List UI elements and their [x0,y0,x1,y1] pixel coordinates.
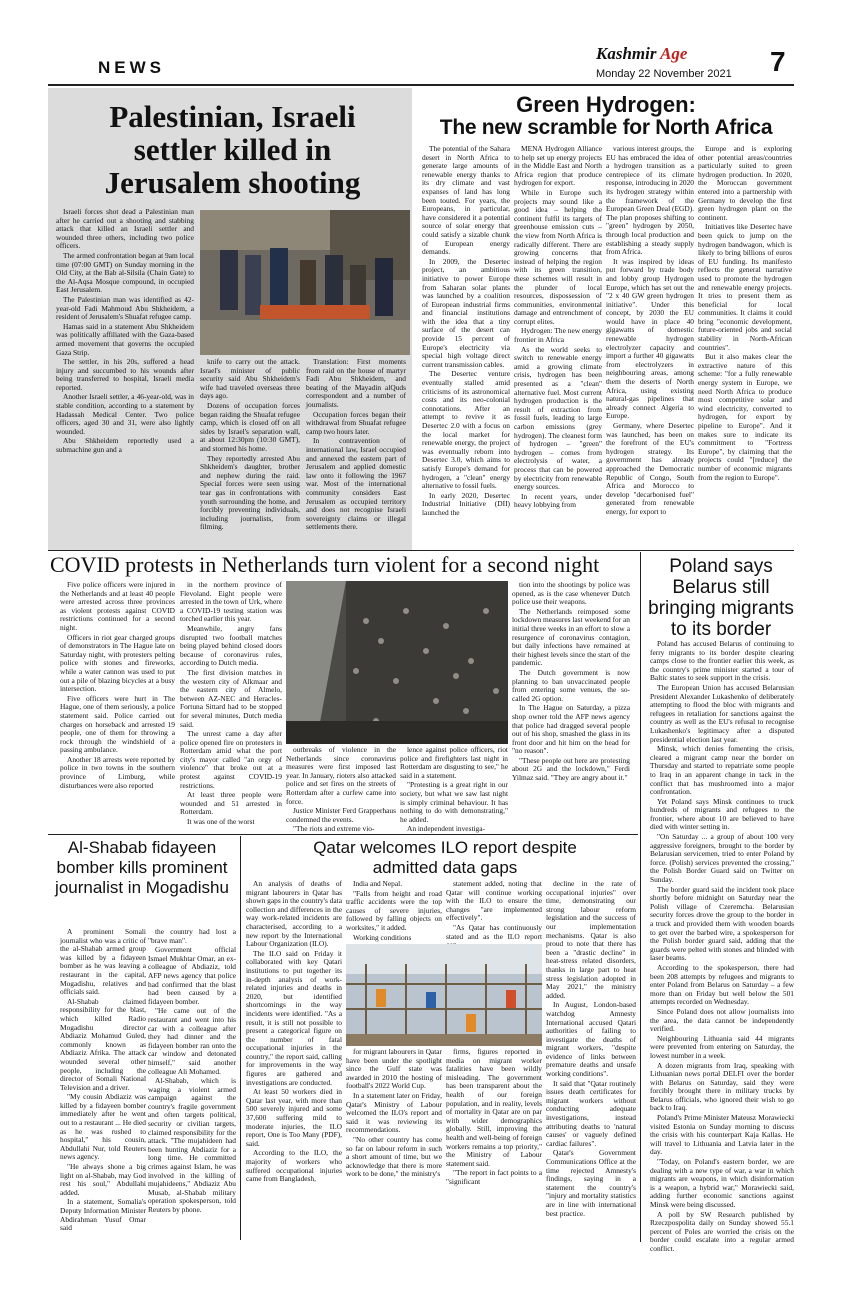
story-palestinian-headline: Palestinian, Israeli settler killed in Jerusalem shooting [104,99,361,200]
paragraph: In 2009, the Desertec project, an ambitious initiative to power Europe from Saharan solar plants was launched by a coalition of European industrial firms and financial institutions with the idea that a tiny surface of the desert can provide 15 percent of Europe's electricity via special high voltage direct current transmission cables. [422,256,510,369]
paragraph: It was inspired by ideas put forward by trade body and lobby group Hydrogen Europe, which has set out the "2 x 40 GW green hydrogen initiative". Under this concept, by 2030 the EU would have in place 40 gigawatts of domestic renewable hydrogen electrolyzer capacity and import a further 40 gigawatts from electrolyzers in neighbouring areas, among them the deserts of North Africa, using existing natural-gas pipelines that already connect Algeria to Europe. [606,256,694,421]
paragraph: MENA Hydrogen Alliance to help set up energy projects in the Middle East and North Africa region that produce hydrogen for export. [514,144,602,188]
paragraph: Officers in riot gear charged groups of demonstrators in The Hague late on Saturday night, with protesters pelting police with stones and fireworks, while a water cannon was used to put out a pile of blazing bicycles at a busy intersection. [60,632,175,694]
section-label: NEWS [98,58,165,77]
paragraph: "Protesting is a great right in our society, but what we saw last night is simply criminal behaviour. It has nothing to do with demonstrating," he added. [400,780,508,824]
paragraph: The armed confrontation began at 9am local time (07:00 GMT) on Sunday morning in the Old City, at the Bab al-Silsila (Chain Gate) to the Al-Aqsa Mosque compound, in occupied East Jerusalem. [56,250,194,295]
photo-netherlands-protest [286,581,508,744]
paragraph: A poll by SW Research published by Rzeczpospolita daily on Sunday showed 55.1 percent of Poles are worried the crisis on the border could escalate into a regular armed conflict. [650,1209,794,1253]
story-qatar-col4 [546,880,636,1240]
paragraph: Another Israeli settler, a 46-year-old, was in stable condition, according to a statement by Hadassah Medical Center. Two police officers, aged 30 and 31, were also lightly wounded. [56,392,194,436]
paragraph: In a statement, Somalia's Deputy Information Minister Abdirahman Yusuf Omar said [60,1197,146,1233]
paragraph: "On Saturday ... a group of about 100 very aggressive foreigners, brought to the border by Belarusian servicemen, tried to enter Poland by force. (Polish) services prevented the crossing," the Polish Border Guard said on Twitter on Sunday. [650,832,794,885]
paragraph: The settler, in his 20s, suffered a head injury and succumbed to his wounds after being transferred to hospital, Israeli media reported. [56,357,194,392]
paragraph: "The report in fact points to a "significant [446,1168,542,1186]
paragraph: Initiatives like Desertec have been quick to jump on the hydrogen bandwagon, which is likely to bring billions of euros of EU funding. Its manifesto reflects the general narrative used to promote the hydrogen and renewable energy projects. It tries to present them as beneficial for local communities. It claims it could bring "economic development, future-oriented jobs and social stability in North-African countries". [698,222,792,352]
paragraph: In recent years, under heavy lobbying from [514,491,602,510]
paragraph: According to the ILO, the majority of workers who suffered occupational injuries came from Bangladesh, [246,1148,342,1184]
photo-qatar-workers [346,944,542,1046]
paragraph: "Falls from height and road traffic accidents were the top causes of severe injuries, followed by falling objects on worksites," it added. [346,888,442,932]
paragraph: Since Poland does not allow journalists into the area, the data cannot be independently verified. [650,1006,794,1034]
paragraph: A prominent Somali journalist who was a critic of the al-Shabab armed group was killed by a fidayeen bomber as he was leaving a restaurant in the capital, Mogadishu, relatives and officials said. [60,927,146,997]
paragraph: The unrest came a day after police opened fire on protesters in Rotterdam amid what the port city's mayor called "an orgy of violence" that broke out at a protest against COVID-19 restrictions. [180,729,282,790]
paragraph: At least 50 workers died in Qatar last year, with more than 500 severely injured and some 37,600 suffering mild to moderate injuries, the ILO report, One is Too Many (PDF), said. [246,1087,342,1148]
paragraph: "The riots and extreme vio- [293,824,375,834]
paragraph: in the northern province of Flevoland. Eight people were arrested in the town of Urk, where a COVID-19 testing station was torched earlier this year. [180,580,282,624]
paragraph: The European Union has accused Belarusian President Alexander Lukashenko of deliberately attempting to flood the bloc with migrants and refugees in retaliation for sanctions against the country as well as the EU's refusal to recognise Lukashenko's legitimacy after a disputed presidential election last year. [650,682,794,744]
paragraph: Israeli forces shot dead a Palestinian man after he carried out a shooting and stabbing attack that killed an Israeli settler and wounded three others, including two police officers. [56,207,194,251]
column-divider [240,836,241,1240]
paragraph: It said that "Qatar routinely issues death certificates for migrant workers without conducting adequate investigations, instead attributing deaths to 'natural causes' or vaguely defined cardiac failures". [546,1078,636,1148]
story-shabab-headline: Al-Shabab fidayeen bomber kills prominent journalist in Mogadishu [55,838,229,897]
paragraph: "He always shone a big light on al-Shabab, may God rest his soul," Abdullahi added. [60,1162,146,1197]
paragraph: "No other country has come so far on labour reform in such a short amount of time, but we acknowledge that there is more work to be done," the ministry's [346,1134,442,1179]
story-hydrogen-col2 [514,145,602,548]
paragraph: knife to carry out the attack. Israel's minister of public security said Abu Shkheidem's wife had traveled overseas three days ago. [200,357,300,401]
story-hydrogen-headline-line2: The new scramble for North Africa [439,116,773,139]
paragraph: In a statement later on Friday, Qatar's Ministry of Labour welcomed the ILO's report and said it was reviewing its recommendations. [346,1090,442,1135]
section-divider [48,550,794,551]
paragraph: India and Nepal. [353,879,403,888]
paragraph: The first division matches in the western city of Alkmaar and the eastern city of Almelo, between AZ-NEC and Heracles-Fortuna Sittard had to be stopped for several minutes, Dutch media said. [180,667,282,729]
paragraph: "Today, on Poland's eastern border, we are dealing with a new type of war, a war in which migrants are weapons, in which disinformation is a weapon, a hybrid war," Morawiecki said, adding further economic sanctions against Minsk were being discussed. [650,1157,794,1209]
section-divider [48,834,638,835]
story-covid-col4 [400,745,508,834]
paragraph: tion into the shootings by police was opened, as is the case whenever Dutch police use their weapons. [512,580,630,607]
story-shabab-col2 [148,928,236,1240]
paper-logo-age: Age [660,44,688,63]
paragraph: Dozens of occupation forces began raiding the Shuafat refugee camp, which is closed off on all sides by Israel's separation wall, at about 12:30pm (10:30 GMT), and stormed his home. [200,400,300,453]
story-covid-col3 [286,745,396,834]
paragraph: Working conditions [353,932,412,942]
paragraph: Germany, where Desertec was launched, has been on the forefront of the EU's hydrogen strategy. Its government has already approached the Democratic Republic of Congo, South Africa and Morocco to develop "decarbonised fuel" generated from renewable energy, for export to [606,421,694,516]
story-hydrogen-headline-line1: Green Hydrogen: [516,92,696,117]
paragraph: The border guard said the incident took place shortly before midnight on Saturday near the Polish village of Czeremcha. Belarusian security forces drove the group to the border in a truck and provided them with wooden boards to get over the barbed wire, a spokesperson for the Polish border guard said, adding that the guards were pelted with stones and blinded with laser beams. [650,884,794,963]
paragraph: They reportedly arrested Abu Shkheidem's daughter, brother and nephew during the raid. Special forces were seen using tear gas in confrontations with youth surrounding the home, and forcibly preventing individuals, including journalists, from filming. [200,453,300,532]
paragraph: lence against police officers, riot police and firefighters last night in Rotterdam are disgusting to see," he said in a statement. [400,745,508,780]
story-covid-col2 [180,581,282,831]
paragraph: In The Hague on Saturday, a pizza shop owner told the AFP news agency that police had dragged several people out of his shop, smashed the glass in its front door and hit him on the head for "no reason". [512,703,630,756]
paragraph: While in Europe such projects may sound like a good idea – helping the continent fulfil its targets of greenhouse emission cuts – the view from North Africa is radically different. There are growing concerns that instead of helping the region with its green transition, these schemes will result in the plunder of local resources, dispossession of communities, environmental damage and entrenchment of corrupt elites. [514,187,602,326]
paragraph: Hamas said in a statement Abu Shkheidem was politically affiliated with the Gaza-based armed movement that governs the occupied Gaza Strip. [56,321,194,357]
paragraph: statement added, noting that Qatar will continue working with the ILO to ensure the changes "are implemented effectively". [446,879,542,923]
masthead-rule [48,84,794,86]
paragraph: outbreaks of violence in the Netherlands since coronavirus measures were first imposed last year. In January, rioters also attacked police and set fires on the streets of Rotterdam after a curfew came into force. [286,745,396,806]
paragraph: It was one of the worst [187,817,255,827]
paragraph: Hydrogen: The new energy frontier in Africa [514,326,602,345]
story-poland-headline: Poland says Belarus still bringing migrants to its border [648,556,794,640]
story-qatar-col3-bottom [446,1048,542,1240]
paragraph: In August, London-based watchdog Amnesty International accused Qatari authorities of failing to investigate the deaths of migrant workers, "despite evidence of links between premature deaths and unsafe working conditions". [546,1000,636,1079]
story-palestinian-col2 [200,358,300,548]
paragraph: Justice Minister Ferd Grapperhaus condemned the events. [286,806,396,824]
paragraph: But it also makes clear the extractive nature of this scheme: "for a fully renewable energy system in Europe, we need North Africa to produce most competitive solar and wind electricity, converted to hydrogen, for export by pipeline to Europe". And it makes sure to indicate its commitment to "Fortress Europe", by claiming that the projects could "[reduce] the number of economic migrants from the region to Europe". [698,352,792,482]
page-number: 7 [770,46,786,77]
story-hydrogen-col4 [698,145,792,548]
paragraph: A dozen migrants from Iraq, speaking with Lithuanian news portal DELFI over the border with Belarus on Saturday, said they were forcibly brought there in military trucks by Belarus officials, who ignored their wish to go back to Iraq. [650,1060,794,1113]
paragraph: Translation: First moments from raid on the house of martyr Fadi Abu Shkheidem, and beating of the Mayadin alQuds correspondent and a number of journalists. [306,357,406,409]
paragraph: Government official Ismael Mukhtar Omar, an ex-colleague of Abdiaziz, told AFP news agency that police had confirmed that the blast had been caused by a fidayeen bomber. [148,945,236,1006]
paragraph: Occupation forces began their withdrawal from Shuafat refugee camp two hours later. [306,409,406,436]
paragraph: Another 18 arrests were reported by police in two towns in the southern province of Limburg, while disturbances were also reported [60,754,175,790]
paragraph: The Netherlands reimposed some lockdown measures last weekend for an initial three weeks in an effort to slow a resurgence of coronavirus contagion, but daily infections have remained at their highest levels since the start of the pandemic. [512,606,631,668]
story-shabab-col1 [60,928,146,1240]
paragraph: Yet Poland says Minsk continues to truck hundreds of migrants and refugees to the frontier, where about 10 are believed to have died with winter setting in. [650,796,794,832]
paragraph: An independent investiga- [407,824,485,834]
paragraph: decline in the rate of occupational injuries" over time, demonstrating our strong labour reform legislation and the success of our implementation mechanisms. Qatar is also proud to note that there has been a "drastic decline" in heat-stress related disorders, thanks in large part to heat stress legislation adopted in May 2021," the ministry added. [546,879,636,1000]
paragraph: Poland's Prime Minister Mateusz Morawiecki visited Estonia on Sunday morning to discuss the crisis with his counterpart Kaja Kallas. He will travel to Lithuania and Latvia later in the day. [650,1113,794,1157]
story-hydrogen-col3 [606,145,694,548]
story-poland-body [650,639,794,1253]
story-qatar-col2-top [346,880,442,942]
paragraph: firms, figures reported in media on migrant worker fatalities have been wildly misleading. The government has been transparent about the health of our foreign population, and in reality, levels of mortality in Qatar are on par with wider demographics globally. Still, improving the health and well-being of foreign workers remains a top priority," the Ministry of Labour statement said. [446,1047,542,1168]
paragraph: As the world seeks to switch to renewable energy amid a growing climate crisis, hydrogen has been presented as a "clean" alternative fuel. Most current hydrogen production is the result of extraction from fossil fuels, leading to large carbon emissions (grey hydrogen). The cleanest form of hydrogen – "green" hydrogen – comes from electrolysis of water, a process that can be powered by electricity from renewable energy sources. [514,344,602,492]
paragraph: Five police officers were injured in the Netherlands and at least 40 people were arrested across three provinces as violent protests against COVID restrictions continued for a second night. [60,580,175,632]
paragraph: for migrant labourers in Qatar have been under the spotlight since the Gulf state was awarded in 2010 the hosting of football's 2022 World Cup. [346,1047,442,1091]
paragraph: In early 2020, Desertec Industrial Initiative (DII) launched the [422,490,510,517]
paragraph: The Dutch government is now planning to ban unvaccinated people from entering some venues, the so-called 2G option. [512,667,630,703]
paragraph: "My cousin Abdiaziz was killed by a fidayeen bomber immediately after he went out to a restaurant ... He died as he was rushed to hospital," his cousin, Abdullahi Nur, told Reuters news agency. [60,1092,146,1162]
paragraph: Abu Shkheidem reportedly used a submachine gun and a [56,436,194,455]
photo-jerusalem-shooting [200,210,410,355]
paragraph: The Palestinian man was identified as 42-year-old Fadi Mahmoud Abu Shkheidem, a resident of Jerusalem's Shuafat refugee camp. [56,294,194,322]
paragraph: "These people out here are protesting about 2G and the lockdown," Ferdi Yilmaz said. "They are angry about it." [512,755,630,783]
story-qatar-col1 [246,880,342,1240]
paragraph: Neighbouring Lithuania said 44 migrants were prevented from entering on Saturday, the lowest number in a week. [650,1033,794,1060]
story-hydrogen-col1 [422,145,510,548]
story-covid-headline: COVID protests in Netherlands turn violent for a second night [50,552,600,577]
story-qatar-col3-top [446,880,542,942]
paragraph: An analysis of deaths of migrant labourers in Qatar has shown gaps in the country's data collection and differences in the way work-related incidents are characterised, according to a new report by the International Labour Organization (ILO). [246,879,342,949]
paragraph: The potential of the Sahara desert in North Africa to generate large amounts of renewable energy thanks to its dry climate and vast expanses of land has long been touted. For years, the Europeans, in particular, have considered it a potential source of solar energy that could satisfy a sizable chunk of European energy demands. [422,144,510,257]
paper-logo [596,44,687,64]
paragraph: The ILO said on Friday it collaborated with key Qatari institutions to put together its in-depth analysis of work-related injuries and deaths in 2020, but identified shortcomings in the way incidents were identified. "As a result, it is still not possible to present a categorical figure on the number of fatal occupational injuries in the country," the report said, calling for improvements in the way figures are gathered and investigations are conducted. [246,948,342,1087]
paragraph: In contravention of international law, Israel occupied and annexed the eastern part of Jerusalem and applied domestic law onto it following the 1967 war. Most of the international community considers East Jerusalem as occupied territory and does not recognise Israeli sovereignty claims or illegal settlements there. [306,436,406,532]
story-qatar-headline: Qatar welcomes ILO report despite admitted data gaps [313,838,577,877]
paragraph: Poland has accused Belarus of continuing to ferry migrants to its border despite clearing camps close to the frontier earlier this week, as the country's prime minister started a tour of Baltic states to seek support in the crisis. [650,639,794,683]
paragraph: various interest groups, the EU has embraced the idea of a hydrogen transition as a centrepiece of its climate response, introducing in 2020 its hydrogen strategy within the framework of the European Green Deal (EGD). The plan proposes shifting to "green" hydrogen by 2050, through local production and establishing a steady supply from Africa. [606,144,694,257]
issue-date: Monday 22 November 2021 [596,68,732,80]
paragraph: "He came out of the restaurant and went into his car with a colleague after they had dinner and the fidayeen bomber ran onto the car window and detonated himself," said another colleague Ali Mohamed. [148,1006,236,1076]
paragraph: At least three people were wounded and 51 arrested in Rotterdam. [180,790,282,817]
paragraph: "As Qatar has continuously stated and as the ILO report [446,922,542,941]
paragraph: Europe and is exploring other potential areas/countries particularly suited to green hydrogen production. In 2020, the Moroccan government entered into a partnership with Germany to develop the first green hydrogen plant on the continent. [698,144,792,222]
story-covid-col1 [60,581,175,831]
paragraph: Al-Shabab claimed responsibility for the blast, which killed Radio Mogadishu director Abdiaziz Mohamud Guled, commonly known as Abdiaziz Afrika. The attack wounded several other people, including the director of Somali National Television and a driver. [60,996,146,1092]
paragraph: According to the spokesperson, there had been 208 attempts by refugees and migrants to enter Poland from Belarus on Saturday – a few more than on Friday but well below the 501 attempts recorded on Wednesday. [650,962,794,1007]
paper-logo-kashmir: Kashmir [596,44,661,63]
paragraph: Al-Shabab, which is waging a violent armed campaign against the country's fragile government and often targets political, security or civilian targets, claimed responsibility for the attack. "The mujahideen had been hunting Abdiaziz for a long time. He committed crimes against Islam, he was involved in the killing of mujahideens," Abdiaziz Abu Musab, al-Shabab military operation spokesperson, told Reuters by phone. [148,1076,236,1214]
paragraph: the country had lost a "brave man". [148,927,236,945]
paragraph: Meanwhile, angry fans disrupted two football matches being played behind closed doors because of coronavirus rules, according to Dutch media. [180,623,282,668]
story-covid-col5 [512,581,630,831]
paragraph: Qatar's Government Communications Office at the time rejected Amnesty's findings, saying in a statement the country's "injury and mortality statistics are in line with international best practice. [546,1148,636,1218]
paragraph: The Desertec venture eventually stalled amid criticisms of its astronomical costs and its neo-colonial connotations. After an attempt to revive it as Desertec 2.0 with a focus on the local market for renewable energy, the project was eventually reborn into Desertec 3.0, which aims to satisfy Europe's demand for hydrogen, a "clean" energy alternative to fossil fuels. [422,369,510,491]
paragraph: Five officers were hurt in The Hague, one of them seriously, a police statement said. Police carried out charges on horseback and arrested 19 people, one of them for throwing a rock through the windshield of a passing ambulance. [60,693,175,755]
column-divider [640,552,641,1242]
story-qatar-col2-bottom [346,1048,442,1240]
story-palestinian-col3 [306,358,406,548]
story-palestinian-col1 [56,208,194,548]
paragraph: Minsk, which denies fomenting the crisis, cleared a migrant camp near the border on Thursday and started to repatriate some people to Iraq in an apparent change in tack in the conflict that has mushroomed into a major confrontation. [650,744,794,797]
